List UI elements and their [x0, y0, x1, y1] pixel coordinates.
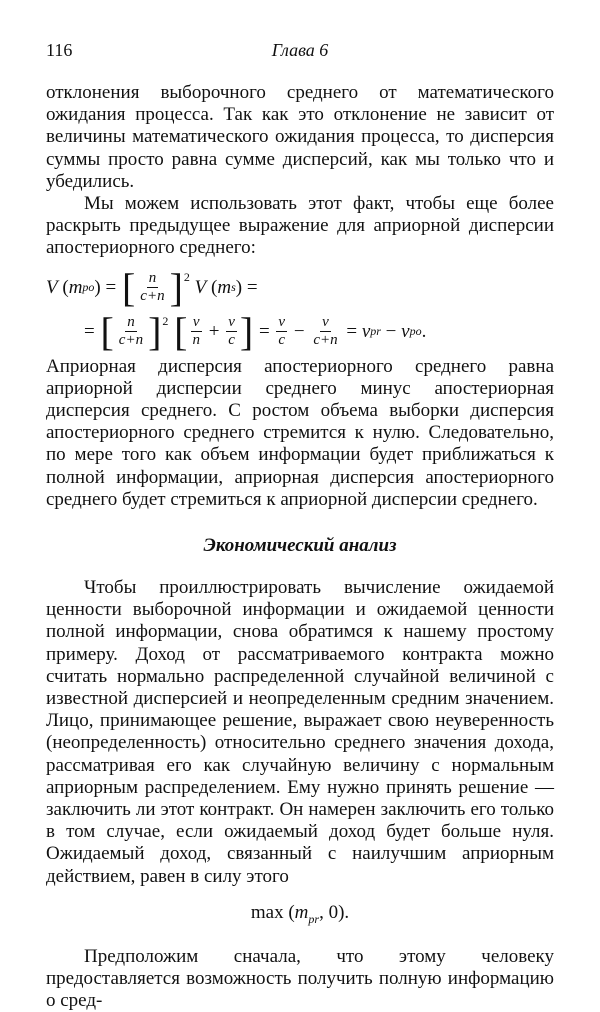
paragraph-2: Мы можем использовать этот факт, чтобы еще более раскрыть предыдущее выражение для априорной дисперсии апостериорного среднего:: [46, 193, 554, 259]
paragraph-4: Чтобы проиллюстрировать вычисление ожидаемой ценности выборочной информации и ожидаемой ценности полной информации, снова обратимся к нашему простому примеру. Доход от рассматриваемого контракта можно считать нормально распределенной случайной величиной с известной дисперсией и неопределенным средним значением. Лицо, принимающее решение, выражает свою неуверенность (неопределенность) относительно среднего значения дохода, рассматривая его как случайную величину с нормальным априорным распределением. Ему нужно принять решение — заключить ли этот контракт. Он намерен заключить его только в том случае, если ожидаемый доход будет больше нуля. Ожидаемый доход, связанный с наилучшим априорным действием, равен в силу этого: [46, 577, 554, 887]
equals-sign-2: =: [246, 276, 258, 298]
formula-v: V: [46, 276, 58, 298]
formula-v-ms: V: [194, 276, 207, 298]
equals-sign: =: [105, 276, 117, 298]
formula-m: m: [68, 276, 83, 298]
formula-dot: .: [421, 320, 427, 342]
page-number: 116: [46, 40, 73, 60]
formula-sub-s: s: [231, 280, 236, 295]
page-body: [46, 82, 554, 1012]
sub-pr: pr: [370, 324, 381, 339]
max-function: max: [250, 901, 284, 923]
minus-sign-2: −: [385, 320, 397, 342]
v-pr: v: [361, 320, 371, 342]
paragraph-3: Априорная дисперсия апостериорного среднего равна априорной дисперсии среднего минус апостериорная дисперсия среднего. С ростом объема выборки дисперсия апостериорного среднего стремится к нулю. Следовательно, по мере того как объем информации будет приближаться к полной информации, априорная дисперсия апостериорного среднего будет стремиться к априорной дисперсии среднего.: [46, 355, 554, 510]
exponent-2b: 2: [162, 313, 169, 328]
fraction-n-over-cn: $\frac{n}{c+n}$: [140, 270, 165, 305]
fraction-v-over-n: $\frac{v}{n}$: [192, 314, 200, 349]
max-rest: , 0).: [319, 901, 350, 923]
max-expression: $\max (m_{pr}$, 0).: [250, 901, 350, 926]
running-header: [46, 40, 554, 62]
max-sub-pr: pr: [308, 911, 320, 926]
minus-sign: −: [293, 320, 305, 342]
equals-sign-5: =: [346, 320, 358, 342]
formula-m-s: m: [217, 276, 232, 298]
sub-po: po: [409, 324, 422, 339]
variance-formula: [46, 260, 554, 356]
max-m: m: [294, 901, 309, 923]
fraction-v-over-c-2: $\frac{v}{c}$: [278, 314, 286, 349]
fraction-v-over-c: $\frac{v}{c}$: [228, 314, 235, 349]
section-title: Экономический анализ: [203, 535, 397, 557]
fraction-n-over-cn-2: $\frac{n}{c+n}$: [118, 314, 144, 349]
v-po: v: [401, 320, 410, 342]
plus-sign: +: [208, 320, 220, 342]
equals-sign-4: =: [258, 320, 270, 342]
formula-sub-po: po: [82, 280, 95, 295]
paragraph-5: Предположим сначала, что этому человеку предоставляется возможность получить полную информацию о сред-: [46, 945, 554, 1012]
formula-line-1: V ( m po ) = [ $\frac{n}{c+n}$ ] 2 V ( m s ) =: [46, 264, 258, 310]
chapter-title: Глава 6: [271, 40, 329, 60]
equals-sign-3: =: [84, 320, 95, 342]
exponent-2: 2: [183, 269, 190, 284]
paragraph-1: отклонения выборочного среднего от математического ожидания процесса. Так как это отклонение не зависит от величины математического ожидания процесса, то дисперсия суммы просто равна сумме дисперсий, как мы только что и убедились.: [46, 82, 554, 192]
formula-line-2: = [ $\frac{n}{c+n}$ ] 2 [ $\frac{v}{n}$ + $\frac{v}{c}$ ] = $\frac{v}{c}$ − $\frac{v}{c+n}$ = v pr − v po .: [84, 308, 427, 354]
fraction-v-over-cn: $\frac{v}{c+n}$: [313, 314, 338, 349]
